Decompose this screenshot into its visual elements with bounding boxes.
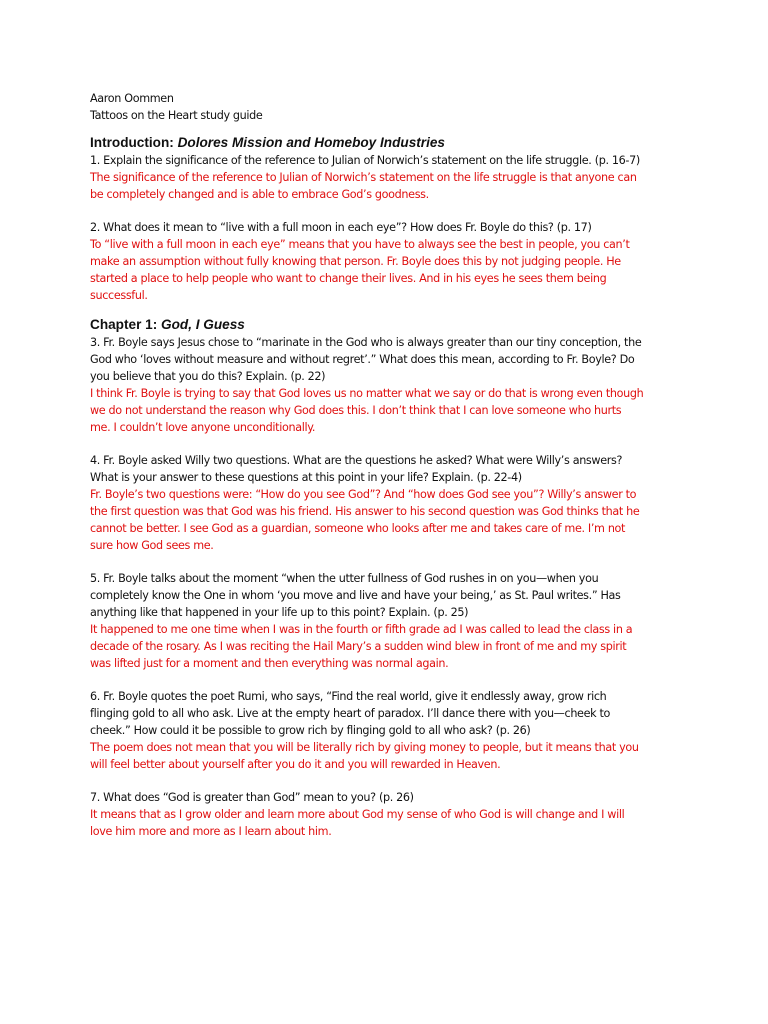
question-text: completely know the One in whom ‘you move and live and have your being,’ as St. Paul writes.” Has (90, 589, 621, 602)
question-text: cheek.” How could it be possible to grow rich by flinging gold to all who ask? (p. 26) (90, 724, 531, 737)
question-text: flinging gold to all who ask. Live at the empty heart of paradox. I’ll dance there with you—cheek to (90, 707, 610, 720)
answer-text: Fr. Boyle’s two questions were: “How do you see God”? And “how does God see you”? Willy’s answer to (90, 488, 637, 501)
section-heading-prefix: Introduction: (90, 135, 174, 150)
answer-text: we do not understand the reason why God does this. I don’t think that I can love someone who hurts (90, 404, 622, 417)
answer-text: will feel better about yourself after you do it and you will rewarded in Heaven. (90, 758, 501, 771)
question-text: 1. Explain the significance of the reference to Julian of Norwich’s statement on the life struggle. (p. 16-7) (90, 154, 640, 167)
document-header (90, 90, 686, 124)
question-item-6 (90, 688, 686, 773)
question-text: 7. What does “God is greater than God” mean to you? (p. 26) (90, 791, 414, 804)
answer-text: was lifted just for a moment and then everything was normal again. (90, 657, 449, 670)
answer-text: the first question was that God was his friend. His answer to his second question was God thinks that he (90, 505, 640, 518)
question-item-4 (90, 452, 686, 554)
answer-text: The poem does not mean that you will be literally rich by giving money to people, but it means that you (90, 741, 639, 754)
document-title: Tattoos on the Heart study guide (90, 109, 263, 122)
question-text: What is your answer to these questions at this point in your life? Explain. (p. 22-4) (90, 471, 522, 484)
question-text: God who ‘loves without measure and without regret’.” What does this mean, according to Fr. Boyle? Do (90, 353, 635, 366)
answer-text: me. I couldn’t love anyone unconditionally. (90, 421, 316, 434)
question-item-7 (90, 789, 686, 840)
answer-text: I think Fr. Boyle is trying to say that God loves us no matter what we say or do that is wrong even though (90, 387, 644, 400)
answer-text: cannot be better. I see God as a guardian, someone who looks after me and takes care of me. I’m not (90, 522, 626, 535)
question-text: 2. What does it mean to “live with a full moon in each eye”? How does Fr. Boyle do this? (p. 17) (90, 221, 592, 234)
section-heading (90, 134, 686, 152)
answer-text: started a place to help people who want to change their lives. And in his eyes he sees them being (90, 272, 607, 285)
question-text: 4. Fr. Boyle asked Willy two questions. What are the questions he asked? What were Willy’s answers? (90, 454, 623, 467)
section-heading (90, 316, 686, 334)
answer-text: It means that as I grow older and learn more about God my sense of who God is will change and I will (90, 808, 625, 821)
question-text: you believe that you do this? Explain. (p. 22) (90, 370, 326, 383)
question-item-3 (90, 334, 686, 436)
author-name: Aaron Oommen (90, 92, 174, 105)
answer-text: love him more and more as I learn about him. (90, 825, 332, 838)
section-heading-title: God, I Guess (161, 317, 245, 332)
study-guide-page (90, 90, 686, 840)
section-heading-prefix: Chapter 1: (90, 317, 158, 332)
question-text: 6. Fr. Boyle quotes the poet Rumi, who says, “Find the real world, give it endlessly away, grow rich (90, 690, 607, 703)
answer-text: It happened to me one time when I was in the fourth or fifth grade ad I was called to lead the class in a (90, 623, 633, 636)
question-item-2 (90, 219, 686, 304)
answer-text: sure how God sees me. (90, 539, 214, 552)
section-chapter-1 (90, 316, 686, 840)
question-item-5 (90, 570, 686, 672)
question-item-1 (90, 152, 686, 203)
answer-text: decade of the rosary. As I was reciting the Hail Mary’s a sudden wind blew in front of me and my spirit (90, 640, 627, 653)
answer-text: The significance of the reference to Julian of Norwich’s statement on the life struggle is that anyone can (90, 171, 637, 184)
section-heading-title: Dolores Mission and Homeboy Industries (177, 135, 445, 150)
question-text: 5. Fr. Boyle talks about the moment “when the utter fullness of God rushes in on you—when you (90, 572, 599, 585)
section-introduction (90, 134, 686, 304)
answer-text: be completely changed and is able to embrace God’s goodness. (90, 188, 429, 201)
answer-text: To “live with a full moon in each eye” means that you have to always see the best in people, you can’t (90, 238, 630, 251)
question-text: anything like that happened in your life up to this point? Explain. (p. 25) (90, 606, 469, 619)
question-text: 3. Fr. Boyle says Jesus chose to “marinate in the God who is always greater than our tiny conception, the (90, 336, 642, 349)
answer-text: make an assumption without fully knowing that person. Fr. Boyle does this by not judging people. He (90, 255, 621, 268)
answer-text: successful. (90, 289, 148, 302)
